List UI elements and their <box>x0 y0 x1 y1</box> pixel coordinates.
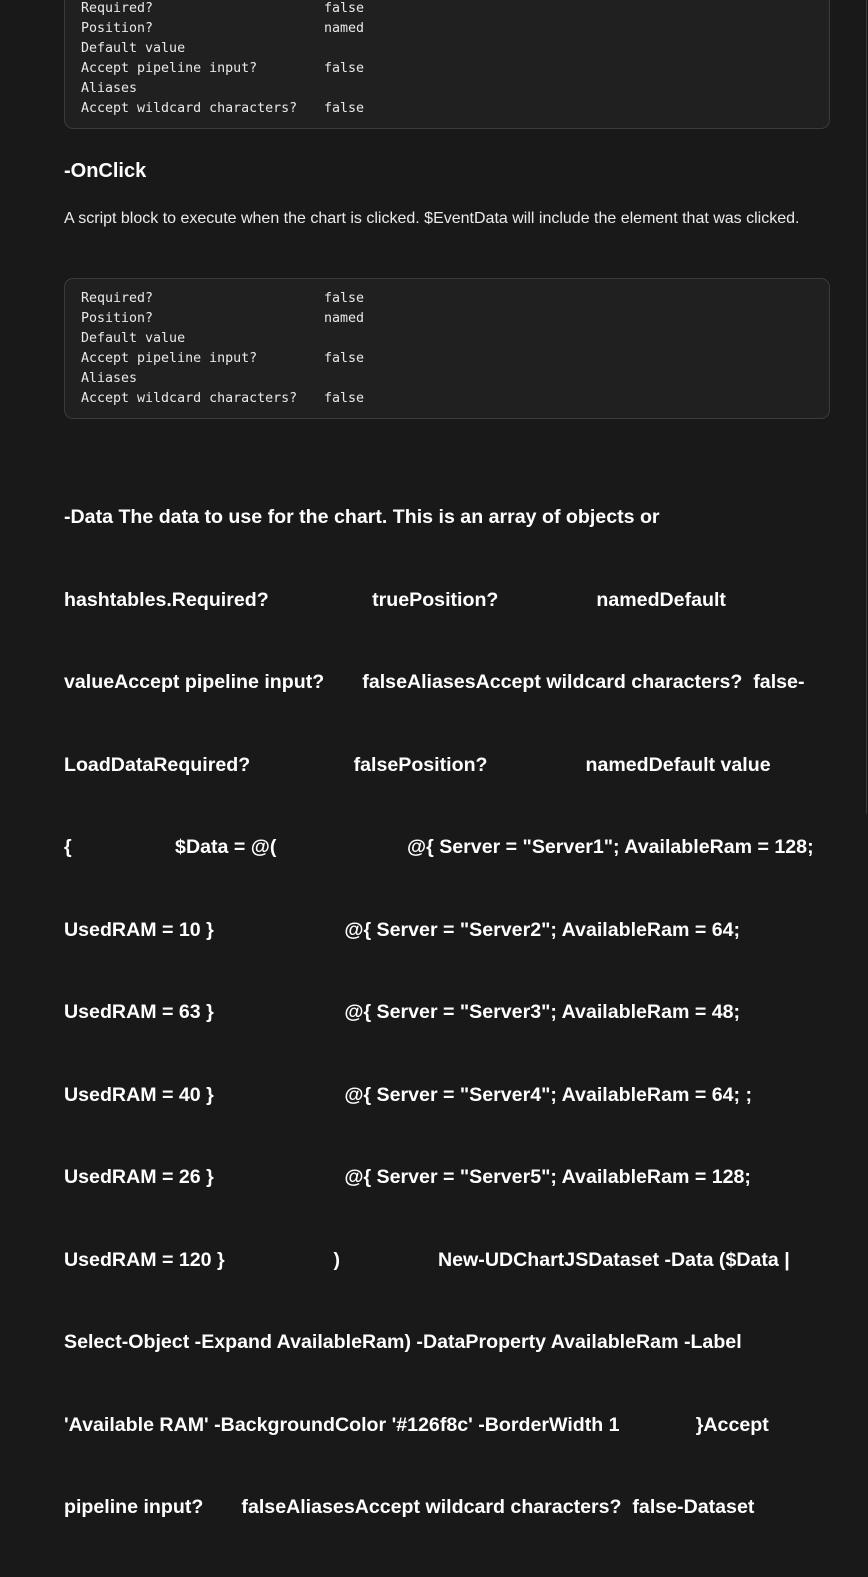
code-key: Default value <box>81 331 186 346</box>
code-value: false <box>324 61 365 76</box>
code-value: false <box>324 101 365 116</box>
code-row <box>81 19 813 39</box>
code-row <box>81 369 813 389</box>
data-block-line: UsedRAM = 10 } @{ Server = "Server2"; AvailableRam = 64; <box>64 918 741 941</box>
onclick-parameter-heading: -OnClick <box>64 160 147 182</box>
data-block-line: 'Available RAM' -BackgroundColor '#126f8c' -BorderWidth 1 }Accept <box>64 1413 769 1436</box>
code-row <box>81 0 813 19</box>
code-key: Position? <box>81 311 154 326</box>
data-block-line: UsedRAM = 40 } @{ Server = "Server4"; AvailableRam = 64; ; <box>64 1083 753 1106</box>
code-row <box>81 99 813 119</box>
code-row <box>81 349 813 369</box>
code-key: Aliases <box>81 371 138 386</box>
code-key: Required? <box>81 291 154 306</box>
code-row <box>81 289 813 309</box>
code-key: Required? <box>81 1 154 16</box>
code-value: false <box>324 351 365 366</box>
code-key: Position? <box>81 21 154 36</box>
code-row <box>81 389 813 409</box>
code-key: Accept wildcard characters? <box>81 101 298 116</box>
code-row <box>81 59 813 79</box>
data-block-line: UsedRAM = 120 } ) New-UDChartJSDataset -Data ($Data | <box>64 1248 790 1271</box>
data-parameter-block <box>64 449 854 1577</box>
code-key: Aliases <box>81 81 138 96</box>
code-value: false <box>324 391 365 406</box>
data-block-line: valueAccept pipeline input? falseAliasesAccept wildcard characters? false- <box>64 671 805 693</box>
code-value: false <box>324 1 365 16</box>
code-row <box>81 329 813 349</box>
onclick-parameter-description: A script block to execute when the chart is clicked. $EventData will include the element that was clicked. <box>64 210 800 227</box>
data-block-line: UsedRAM = 63 } @{ Server = "Server3"; AvailableRam = 48; <box>64 1001 741 1023</box>
data-block-line: hashtables.Required? truePosition? namedDefault <box>64 588 726 611</box>
code-key: Accept wildcard characters? <box>81 391 298 406</box>
data-block-line: pipeline input? falseAliasesAccept wildcard characters? false-Dataset <box>64 1496 755 1518</box>
code-value: named <box>324 21 365 36</box>
code-row <box>81 79 813 99</box>
code-key: Accept pipeline input? <box>81 61 258 76</box>
data-block-line: Select-Object -Expand AvailableRam) -DataProperty AvailableRam -Label <box>64 1331 742 1353</box>
code-row <box>81 39 813 59</box>
onclick-parameter-codeblock <box>64 278 830 419</box>
data-block-line: LoadDataRequired? falsePosition? namedDefault value <box>64 753 771 776</box>
code-value: false <box>324 291 365 306</box>
code-key: Default value <box>81 41 186 56</box>
code-value: named <box>324 311 365 326</box>
parameter-info-codeblock <box>64 0 830 129</box>
code-key: Accept pipeline input? <box>81 351 258 366</box>
code-row <box>81 309 813 329</box>
data-block-line: UsedRAM = 26 } @{ Server = "Server5"; AvailableRam = 128; <box>64 1166 751 1188</box>
data-block-line: -Data The data to use for the chart. This is an array of objects or <box>64 506 660 528</box>
data-block-line: { $Data = @( @{ Server = "Server1"; AvailableRam = 128; <box>64 836 814 858</box>
